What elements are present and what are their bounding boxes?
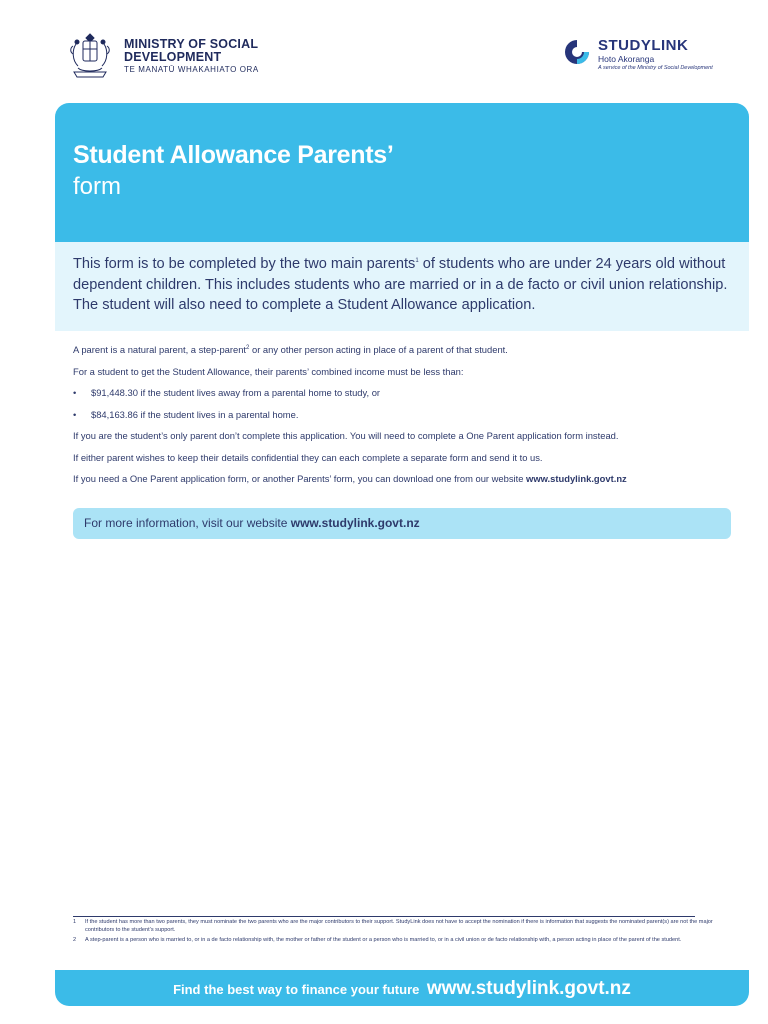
title-band: [55, 103, 749, 242]
confidential-note: If either parent wishes to keep their details confidential they can each complete a separate form and send it to us.: [73, 451, 543, 463]
footnote-ref-1: 1: [415, 258, 419, 265]
page-title: Student Allowance Parents’: [73, 141, 394, 169]
footnote-ref-2: 2: [246, 344, 250, 351]
page-header: [0, 0, 768, 100]
studylink-swirl-icon: [560, 38, 594, 66]
parent-definition-text-2: or any other person acting in place of a parent of that student.: [249, 344, 508, 355]
msd-logo: [64, 32, 259, 80]
coat-of-arms-icon: [64, 32, 116, 80]
studylink-wordmark: [598, 38, 713, 72]
studylink-tagline: A service of the Ministry of Social Development: [598, 65, 713, 71]
footnotes: [73, 919, 719, 948]
income-limit-intro: For a student to get the Student Allowance, their parents’ combined income must be less than:: [73, 365, 464, 377]
studylink-name: STUDYLINK: [598, 37, 689, 54]
msd-wordmark: [124, 38, 259, 75]
studylink-maori-name: Hoto Akoranga: [598, 54, 655, 64]
footer-url-link[interactable]: www.studylink.govt.nz: [426, 978, 631, 999]
footnote-text: A step-parent is a person who is married to, or in a de facto relationship with, the mother or father of the student or a person who is married to, or in a civil union or de facto relationship with, a person acting in place of the parent of the student.: [85, 937, 682, 943]
more-info-link[interactable]: www.studylink.govt.nz: [290, 516, 420, 530]
income-limit-home: • $84,163.86 if the student lives in a parental home.: [73, 408, 741, 422]
footer-tagline: Find the best way to finance your future: [173, 982, 420, 997]
body-text: [73, 343, 741, 494]
page-subtitle: form: [73, 173, 121, 200]
more-info-box: [73, 508, 731, 539]
form-cover-card: [55, 103, 749, 1006]
footnote-text: If the student has more than two parents, they must nominate the two parents who are the major contributors to their support. StudyLink does not have to accept the nomination if there is information that suggests the nominated parent(s) are not the major contributors to the student’s support.: [85, 919, 713, 933]
footer-band: [55, 970, 749, 1006]
intro-paragraph: [73, 254, 741, 316]
parent-definition-text-1: A parent is a natural parent, a step-parent: [73, 344, 247, 355]
footnote-1: [73, 919, 719, 934]
more-info-text: [84, 516, 420, 530]
footnote-number: 2: [73, 937, 77, 943]
download-link[interactable]: www.studylink.govt.nz: [526, 473, 627, 484]
footer-text: [55, 978, 749, 1000]
intro-text-1: This form is to be completed by the two main parents: [73, 256, 416, 272]
more-info-label: For more information, visit our website: [84, 516, 291, 530]
download-note-text: If you need a One Parent application form, or another Parents’ form, you can download one from our website: [73, 473, 527, 484]
footnote-2: [73, 937, 719, 945]
one-parent-note: If you are the student’s only parent don’t complete this application. You will need to complete a One Parent application form instead.: [73, 430, 619, 441]
parent-definition: [73, 343, 741, 357]
intro-text-2: of students who are under 24 years old without dependent children. This includes students who are married or in a de facto or civil union relationship. The student will also need to complete a Student Allowance application.: [73, 256, 728, 313]
income-limit-away: • $91,448.30 if the student lives away from a parental home to study, or: [73, 386, 741, 400]
download-note: [73, 472, 741, 486]
msd-maori-name: TE MANATŪ WHAKAHIATO ORA: [124, 65, 259, 74]
intro-band: [55, 242, 749, 331]
footnote-number: 1: [73, 919, 77, 925]
footnote-divider: [73, 916, 695, 917]
msd-name-line2: DEVELOPMENT: [124, 50, 222, 64]
studylink-logo: [560, 38, 713, 72]
msd-name-line1: MINISTRY OF SOCIAL: [124, 37, 259, 51]
